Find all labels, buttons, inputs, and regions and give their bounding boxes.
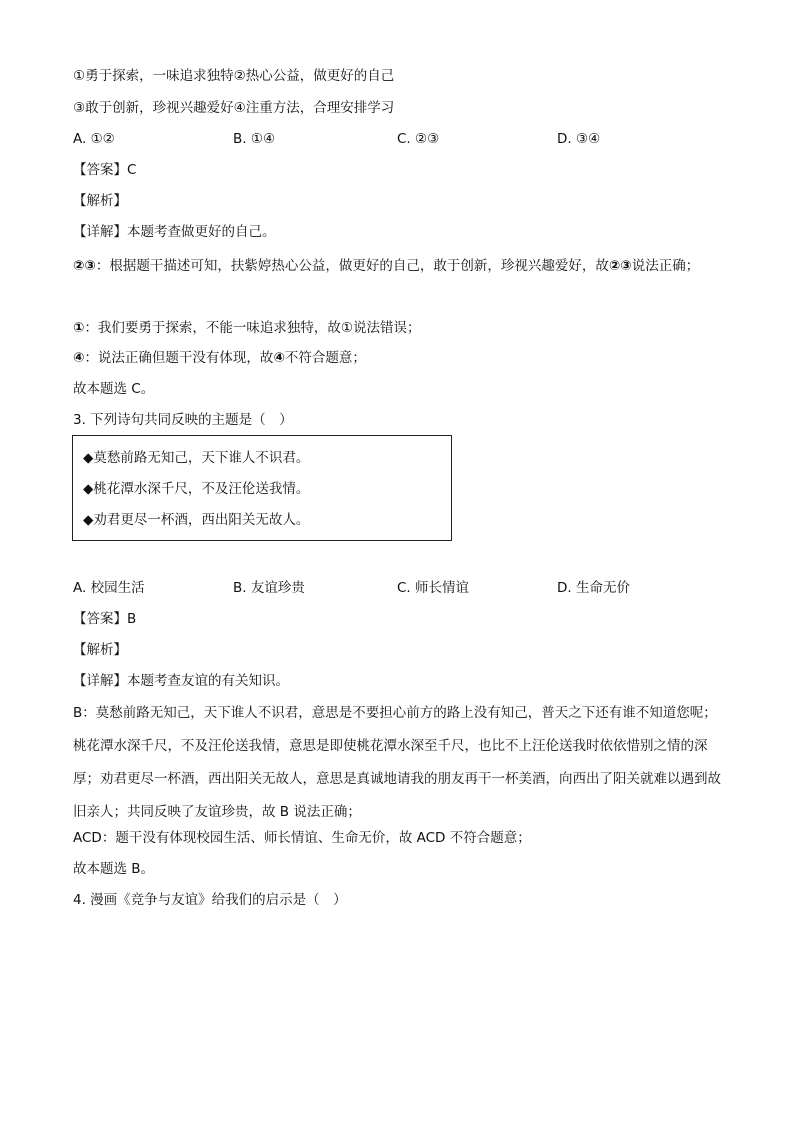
q3-option-a: A. 校园生活 bbox=[73, 580, 145, 596]
q2-explanation-3 bbox=[73, 348, 366, 368]
q2-analysis-label: 【解析】 bbox=[73, 193, 127, 209]
q3-stem: 3. 下列诗句共同反映的主题是（ ） bbox=[73, 412, 293, 428]
q3-detail: 【详解】本题考查友谊的有关知识。 bbox=[73, 673, 289, 689]
q2-options bbox=[73, 129, 713, 149]
q2-e2-mark: ① bbox=[73, 320, 85, 336]
q2-option-b: B. ①④ bbox=[233, 131, 276, 147]
q2-e1-tail: 说法正确； bbox=[631, 258, 700, 274]
q3-acd-explanation: ACD：题干没有体现校园生活、师长情谊、生命无价，故 ACD 不符合题意； bbox=[73, 830, 531, 846]
q2-conclusion: 故本题选 C。 bbox=[73, 381, 155, 397]
q2-option-c: C. ②③ bbox=[397, 131, 440, 147]
q2-explanation-1 bbox=[73, 250, 721, 283]
q3-explanation: B：莫愁前路无知己，天下谁人不识君，意思是不要担心前方的路上没有知己，普天之下还有谁不知道您呢；桃花潭水深千尺，不及汪伦送我情，意思是即使桃花潭水深至千尺，也比不上汪伦送我时依依惜别之情的深厚；劝君更尽一杯酒，西出阳关无故人，意思是真诚地请我的朋友再干一杯美酒，向西出了阳关就难以遇到故旧亲人；共同反映了友谊珍贵，故 B 说法正确； bbox=[73, 705, 721, 820]
q2-option-d: D. ③④ bbox=[557, 131, 601, 147]
q4-stem: 4. 漫画《竞争与友谊》给我们的启示是（ ） bbox=[73, 892, 347, 908]
q2-statement-line-2: ③敢于创新，珍视兴趣爱好④注重方法，合理安排学习 bbox=[73, 100, 395, 116]
q3-poem-box bbox=[72, 435, 452, 541]
q3-option-c: C. 师长情谊 bbox=[397, 580, 470, 596]
q3-poem-3: ◆劝君更尽一杯酒，西出阳关无故人。 bbox=[83, 512, 310, 528]
q2-e2-text: ：我们要勇于探索，不能一味追求独特，故①说法错误； bbox=[84, 320, 421, 336]
q2-e1-mark2: ②③ bbox=[608, 258, 632, 274]
q2-e3-mark: ④ bbox=[73, 350, 85, 366]
q3-poem-2: ◆桃花潭水深千尺，不及汪伦送我情。 bbox=[83, 481, 310, 497]
q2-e1-text: ：根据题干描述可知，扶紫婷热心公益，做更好的自己，敢于创新，珍视兴趣爱好，故 bbox=[95, 258, 609, 274]
q3-option-b: B. 友谊珍贵 bbox=[233, 580, 305, 596]
q2-detail: 【详解】本题考查做更好的自己。 bbox=[73, 224, 276, 240]
q2-e3-mark2: ④ bbox=[273, 350, 285, 366]
q2-option-a: A. ①② bbox=[73, 131, 115, 147]
q2-explanation-2 bbox=[73, 318, 421, 338]
q3-conclusion: 故本题选 B。 bbox=[73, 861, 155, 877]
q3-answer: 【答案】B bbox=[73, 611, 137, 627]
q2-answer: 【答案】C bbox=[73, 162, 137, 178]
q3-options bbox=[73, 578, 713, 598]
q3-poem-1: ◆莫愁前路无知己，天下谁人不识君。 bbox=[83, 450, 310, 466]
q3-option-d: D. 生命无价 bbox=[557, 580, 630, 596]
q2-e3-text: ：说法正确但题干没有体现，故 bbox=[84, 350, 274, 366]
q2-statement-line-1: ①勇于探索，一味追求独特②热心公益，做更好的自己 bbox=[73, 68, 395, 84]
q2-e1-mark: ②③ bbox=[73, 258, 96, 274]
q2-e3-tail: 不符合题意； bbox=[284, 350, 366, 366]
q3-analysis-label: 【解析】 bbox=[73, 642, 127, 658]
